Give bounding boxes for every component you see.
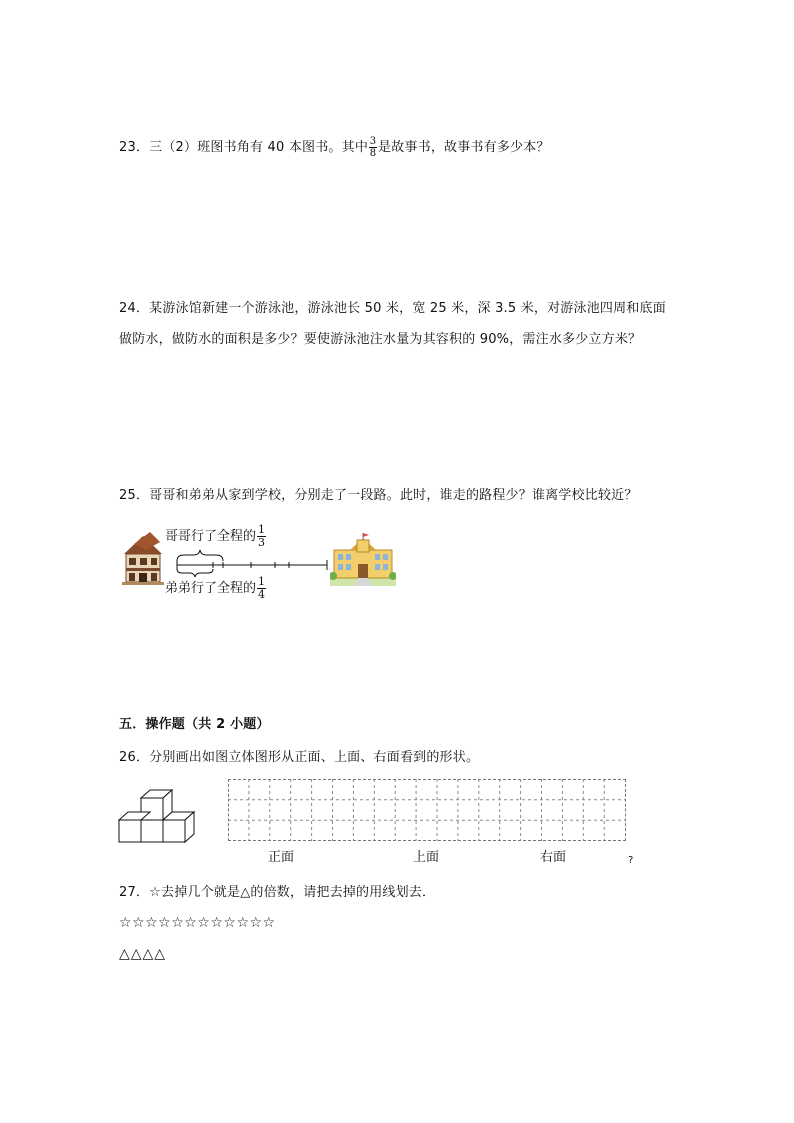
bottom-brace [177, 569, 213, 577]
question-24-line-2: 做防水，做防水的面积是多少？要使游泳池注水量为其容积的 90%，需注水多少立方米？ [119, 332, 642, 347]
cube-stack-figure [118, 786, 200, 846]
drawing-grid[interactable] [228, 779, 626, 841]
section-5-heading: 五．操作题（共 2 小题） [119, 717, 270, 732]
brother-label-text: 哥哥行了全程的 [165, 529, 257, 544]
triangles-row: △△△△ [119, 946, 167, 962]
view-top-label: 上面 [413, 850, 440, 865]
younger-fraction-numerator: 1 [258, 575, 266, 588]
q23-fraction-numerator: 3 [369, 136, 377, 147]
school-icon [330, 532, 396, 588]
q23-fraction [369, 136, 377, 159]
question-23 [119, 136, 550, 159]
view-right-label: 右面 [540, 850, 567, 865]
younger-label-text: 弟弟行了全程的 [165, 581, 257, 596]
younger-fraction [257, 576, 266, 601]
stars-row: ☆☆☆☆☆☆☆☆☆☆☆☆ [119, 915, 276, 931]
question-26: 26．分别画出如图立体图形从正面、上面、右面看到的形状。 [119, 750, 480, 765]
brother-fraction-numerator: 1 [258, 523, 266, 536]
question-mark: ? [628, 855, 634, 866]
younger-brother-label [165, 576, 267, 601]
brother-label [165, 524, 267, 549]
younger-fraction-denominator: 4 [258, 588, 266, 601]
top-brace [177, 550, 223, 561]
q23-text-before: 23．三（2）班图书角有 40 本图书。其中 [119, 140, 369, 155]
distance-line-diagram [172, 548, 332, 578]
house-icon [120, 530, 166, 586]
brother-fraction-denominator: 3 [258, 536, 266, 549]
q23-text-after: 是故事书，故事书有多少本？ [378, 140, 550, 155]
brother-fraction [257, 524, 266, 549]
grid-lines [228, 779, 626, 841]
q23-fraction-denominator: 8 [369, 148, 377, 159]
question-25: 25．哥哥和弟弟从家到学校，分别走了一段路。此时，谁走的路程少？谁离学校比较近？ [119, 488, 638, 503]
question-24-line-1: 24．某游泳馆新建一个游泳池，游泳池长 50 米，宽 25 米，深 3.5 米，对游泳池四周和底面 [119, 301, 666, 316]
question-27: 27．☆去掉几个就是△的倍数，请把去掉的用线划去． [119, 885, 436, 900]
view-front-label: 正面 [268, 850, 295, 865]
